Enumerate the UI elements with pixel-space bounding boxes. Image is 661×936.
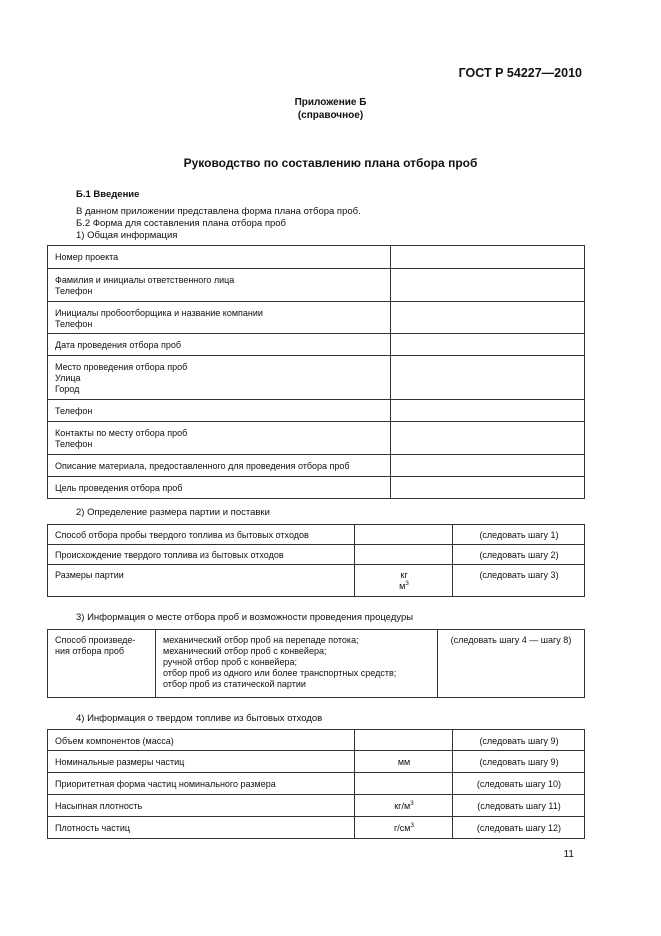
cell-text: Город	[55, 384, 80, 394]
unit-base: г/см	[393, 823, 411, 833]
table-cell-label: Размеры партии	[48, 565, 355, 597]
table-row	[48, 751, 585, 773]
subsection-4-label: 4) Информация о твердом топливе из бытовых отходов	[76, 713, 323, 724]
table-cell-label	[48, 356, 391, 400]
table-row	[48, 730, 585, 751]
table-cell-label	[48, 455, 391, 477]
table-row	[48, 302, 585, 334]
table-cell-label: Плотность частиц	[48, 817, 355, 839]
table-cell-label	[48, 302, 391, 334]
table-cell-label: Происхождение твердого топлива из бытовых отходов	[48, 545, 355, 565]
table-row	[48, 795, 585, 817]
section-heading: Б.1 Введение	[76, 189, 140, 200]
table-cell-step: (следовать шагу 10)	[453, 773, 585, 795]
intro-text: В данном приложении представлена форма плана отбора проб.	[76, 206, 361, 217]
main-title: Руководство по составлению плана отбора проб	[183, 156, 478, 170]
table-cell-value	[391, 334, 585, 356]
unit-m3	[362, 581, 446, 592]
table-cell-step: (следовать шагу 2)	[453, 545, 585, 565]
table-row	[48, 422, 585, 455]
table-cell-unit	[355, 545, 453, 565]
unit-kg: кг	[400, 570, 408, 580]
page-number: 11	[563, 849, 574, 860]
subsection-1-label: 1) Общая информация	[76, 230, 178, 241]
option-item: ручной отбор проб с конвейера;	[163, 657, 297, 667]
table-row	[48, 455, 585, 477]
table-cell-label: Насыпная плотность	[48, 795, 355, 817]
table-cell-value	[391, 422, 585, 455]
table-cell-unit	[355, 565, 453, 597]
unit-exponent: 3	[410, 822, 415, 829]
table-cell-step: (следовать шагу 4 — шагу 8)	[438, 630, 585, 698]
cell-text: Телефон	[55, 406, 93, 416]
option-item: механический отбор проб с конвейера;	[163, 646, 327, 656]
option-item: механический отбор проб на перепаде потока;	[163, 635, 359, 645]
table-cell-step: (следовать шагу 11)	[453, 795, 585, 817]
table-cell-label	[48, 269, 391, 302]
cell-text: Телефон	[55, 319, 93, 329]
unit-base: м	[399, 581, 406, 591]
table-cell-step: (следовать шагу 1)	[453, 525, 585, 545]
subsection-3-label: 3) Информация о месте отбора проб и возможности проведения процедуры	[76, 612, 414, 623]
cell-text: Описание материала, предоставленного для проведения отбора проб	[55, 461, 350, 471]
table-cell-label	[48, 400, 391, 422]
table-cell-value	[391, 455, 585, 477]
table-cell-label	[48, 334, 391, 356]
table-row	[48, 817, 585, 839]
table-cell-label	[48, 630, 156, 698]
table-row	[48, 773, 585, 795]
table-cell-label	[48, 422, 391, 455]
table-cell-unit	[355, 817, 453, 839]
table-row	[48, 334, 585, 356]
subsection-2-label: 2) Определение размера партии и поставки	[76, 507, 270, 518]
table-cell-value	[391, 302, 585, 334]
table-cell-step: (следовать шагу 9)	[453, 730, 585, 751]
table-cell-unit	[355, 751, 453, 773]
table-row	[48, 356, 585, 400]
fuel-properties-table	[47, 729, 585, 839]
table-cell-label	[48, 477, 391, 499]
cell-text: Инициалы пробоотборщика и название компании	[55, 308, 263, 318]
lot-size-table	[47, 524, 585, 597]
table-cell-options	[156, 630, 438, 698]
table-cell-label: Номинальные размеры частиц	[48, 751, 355, 773]
cell-text: Фамилия и инициалы ответственного лица	[55, 275, 235, 285]
table-row	[48, 246, 585, 269]
table-cell-value	[391, 477, 585, 499]
cell-text: Номер проекта	[55, 252, 119, 262]
table-cell-value	[391, 400, 585, 422]
sampling-method-table	[47, 629, 585, 698]
cell-text: Место проведения отбора проб	[55, 362, 188, 372]
cell-text: Способ произведе-	[55, 635, 136, 645]
cell-text: Улица	[55, 373, 81, 383]
unit-exponent: 3	[405, 580, 409, 587]
table-cell-unit	[355, 525, 453, 545]
cell-text: Телефон	[55, 439, 93, 449]
table-cell-unit	[355, 795, 453, 817]
document-code: ГОСТ Р 54227—2010	[458, 66, 582, 80]
table-cell-unit	[355, 773, 453, 795]
table-cell-label	[48, 246, 391, 269]
appendix-heading	[0, 96, 661, 122]
general-info-table	[47, 245, 585, 499]
option-item: отбор проб из одного или более транспортных средств;	[163, 668, 397, 678]
table-row	[48, 400, 585, 422]
table-cell-unit	[355, 730, 453, 751]
cell-text: Дата проведения отбора проб	[55, 340, 182, 350]
table-cell-step: (следовать шагу 3)	[453, 565, 585, 597]
unit-base: мм	[397, 757, 411, 767]
cell-text: Телефон	[55, 286, 93, 296]
appendix-subtitle: (справочное)	[297, 110, 364, 121]
table-cell-step: (следовать шагу 9)	[453, 751, 585, 773]
form-heading: Б.2 Форма для составления плана отбора проб	[76, 218, 286, 229]
table-cell-value	[391, 269, 585, 302]
unit-exponent: 3	[410, 800, 414, 807]
table-row	[48, 545, 585, 565]
appendix-title: Приложение Б	[294, 97, 367, 108]
table-row	[48, 630, 585, 698]
table-row	[48, 477, 585, 499]
option-item: отбор проб из статической партии	[163, 679, 306, 689]
cell-text: Цель проведения отбора проб	[55, 483, 183, 493]
table-cell-value	[391, 246, 585, 269]
table-cell-step: (следовать шагу 12)	[453, 817, 585, 839]
table-row	[48, 565, 585, 597]
cell-text: ния отбора проб	[55, 646, 125, 656]
table-cell-label: Приоритетная форма частиц номинального размера	[48, 773, 355, 795]
table-cell-label: Способ отбора пробы твердого топлива из бытовых отходов	[48, 525, 355, 545]
table-row	[48, 525, 585, 545]
table-cell-label: Объем компонентов (масса)	[48, 730, 355, 751]
table-row	[48, 269, 585, 302]
cell-text: Контакты по месту отбора проб	[55, 428, 188, 438]
unit-base: кг/м	[394, 801, 411, 811]
table-cell-value	[391, 356, 585, 400]
